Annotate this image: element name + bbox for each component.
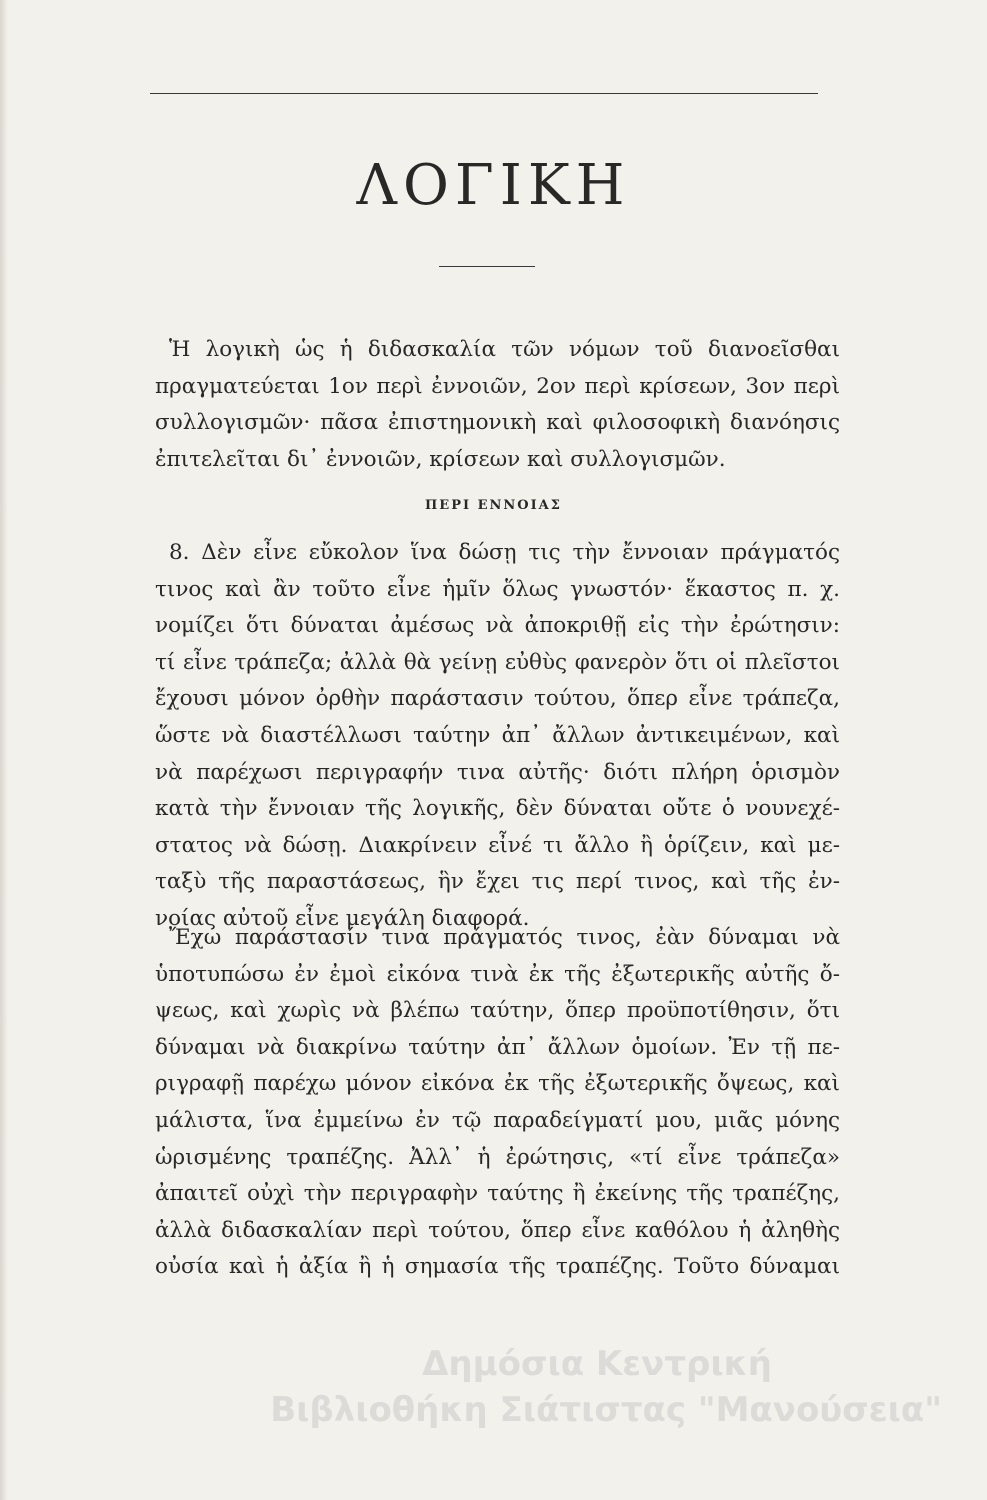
text-line: στατος νὰ δώσῃ. Διακρίνειν εἶνέ τι ἄλλο ἢ ὁρίζειν, καὶ με- — [155, 832, 840, 858]
library-watermark-line1: Δημόσια Κεντρική — [422, 1344, 772, 1384]
section-heading: ΠΕΡΙ ΕΝΝΟΙΑΣ — [425, 498, 562, 513]
paragraph-9 — [155, 920, 840, 1286]
intro-paragraph — [155, 332, 840, 478]
text-line: τί εἶνε τράπεζα; ἀλλὰ θὰ γείνῃ εὐθὺς φανερὸν ὅτι οἱ πλεῖστοι — [155, 649, 840, 675]
header-rule — [150, 93, 818, 94]
text-line: ταξὺ τῆς παραστάσεως, ἣν ἔχει τις περί τινος, καὶ τῆς ἐν- — [155, 869, 840, 895]
text-line: ὥστε νὰ διαστέλλωσι ταύτην ἀπ᾽ ἄλλων ἀντικειμένων, καὶ — [155, 722, 840, 748]
text-line: κατὰ τὴν ἔννοιαν τῆς λογικῆς, δὲν δύναται οὔτε ὁ νουνεχέ- — [155, 796, 840, 822]
text-line: Ἡ λογικὴ ὡς ἡ διδασκαλία τῶν νόμων τοῦ διανοεῖσθαι — [169, 337, 840, 362]
page-title: ΛΟΓΙΚΗ — [356, 153, 631, 218]
text-line: δύναμαι νὰ διακρίνω ταύτην ἀπ᾽ ἄλλων ὁμοίων. Ἐν τῇ πε- — [155, 1034, 840, 1060]
text-line: ἀπαιτεῖ οὐχὶ τὴν περιγραφὴν ταύτης ἢ ἐκείνης τῆς τραπέζης, — [155, 1181, 840, 1207]
text-line: ἐπιτελεῖται δι᾽ ἐννοιῶν, κρίσεων καὶ συλλογισμῶν. — [155, 446, 726, 472]
text-line: πραγματεύεται 1ον περὶ ἐννοιῶν, 2ον περὶ κρίσεων, 3ον περὶ — [155, 373, 840, 399]
paragraph-8 — [155, 535, 840, 938]
text-line: ριγραφῇ παρέχω μόνον εἰκόνα ἐκ τῆς ἐξωτερικῆς ὄψεως, καὶ — [155, 1071, 840, 1097]
text-line: νομίζει ὅτι δύναται ἀμέσως νὰ ἀποκριθῇ εἰς τὴν ἐρώτησιν: — [155, 613, 840, 639]
text-line: ψεως, καὶ χωρὶς νὰ βλέπω ταύτην, ὅπερ προϋποτίθησιν, ὅτι — [155, 998, 840, 1024]
text-line: νὰ παρέχωσι περιγραφήν τινα αὐτῆς· διότι πλήρη ὁρισμὸν — [155, 759, 840, 785]
text-line: ἔχουσι μόνον ὀρθὴν παράστασιν τούτου, ὅπερ εἶνε τράπεζα, — [155, 686, 840, 712]
text-line: τινος καὶ ἂν τοῦτο εἶνε ἡμῖν ὅλως γνωστόν· ἕκαστος π. χ. — [155, 576, 840, 602]
text-line: μάλιστα, ἵνα ἐμμείνω ἐν τῷ παραδείγματί μου, μιᾶς μόνης — [155, 1107, 840, 1133]
text-line: ὡρισμένης τραπέζης. Ἀλλ᾽ ἡ ἐρώτησις, «τί εἶνε τράπεζα» — [155, 1144, 840, 1170]
text-line: ἀλλὰ διδασκαλίαν περὶ τούτου, ὅπερ εἶνε καθόλου ἡ ἀληθὴς — [155, 1217, 840, 1243]
text-line: οὐσία καὶ ἡ ἀξία ἢ ἡ σημασία τῆς τραπέζης. Τοῦτο δύναμαι — [155, 1254, 840, 1280]
text-line: Ἔχω παράστασίν τινα πράγματός τινος, ἐὰν δύναμαι νὰ — [169, 925, 840, 950]
text-line: νοίας αὐτοῦ εἶνε μεγάλη διαφορά. — [155, 905, 530, 931]
text-line: 8. Δὲν εἶνε εὔκολον ἵνα δώσῃ τις τὴν ἔννοιαν πράγματός — [169, 540, 840, 565]
title-divider — [439, 266, 535, 267]
text-line: συλλογισμῶν· πᾶσα ἐπιστημονικὴ καὶ φιλοσοφικὴ διανόησις — [155, 410, 840, 436]
page-edge-shadow — [0, 0, 8, 1500]
text-line: ὑποτυπώσω ἐν ἐμοὶ εἰκόνα τινὰ ἐκ τῆς ἐξωτερικῆς αὐτῆς ὄ- — [155, 961, 840, 987]
library-watermark-line2: Βιβλιοθήκη Σιάτιστας "Μανούσεια" — [270, 1390, 942, 1430]
